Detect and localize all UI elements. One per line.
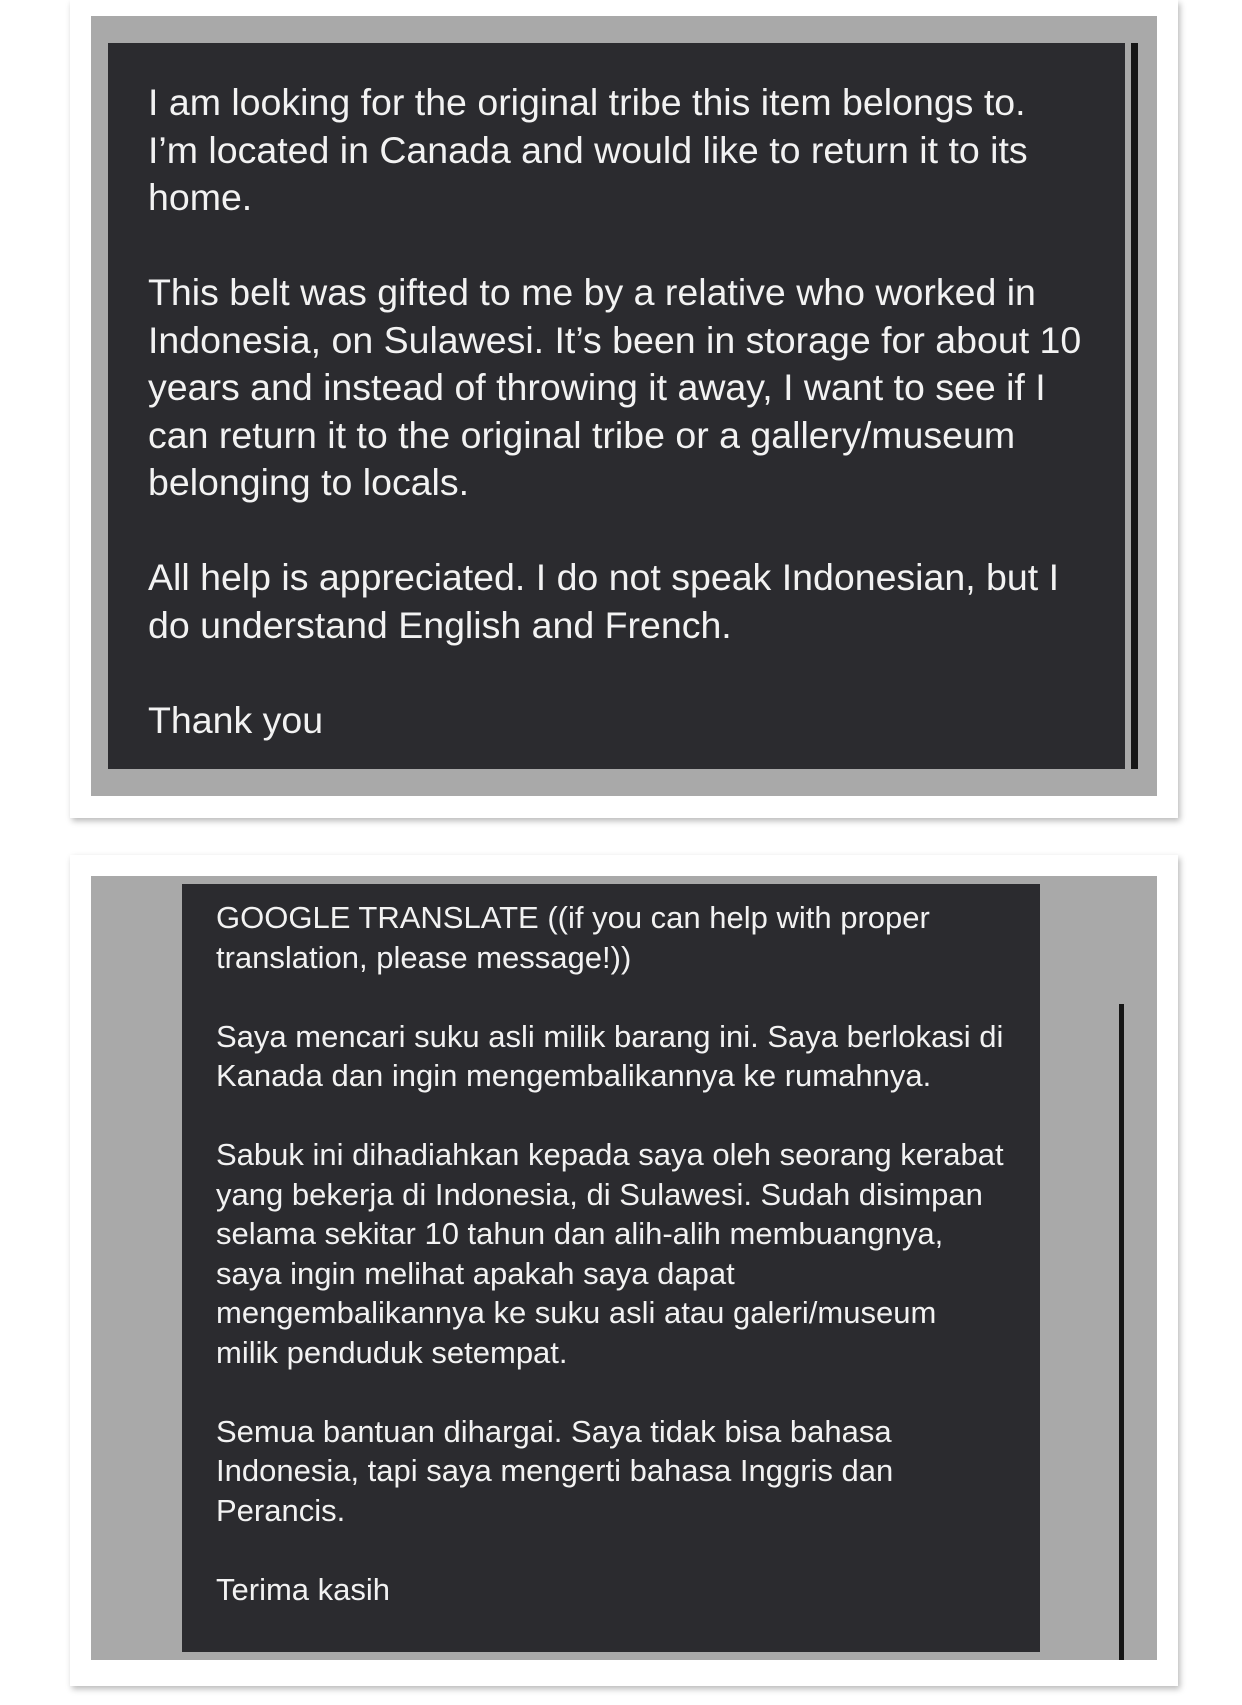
translation-paragraph: Terima kasih <box>216 1571 390 1607</box>
original-post-scrollbar[interactable] <box>1131 43 1138 769</box>
translation-paragraph: Sabuk ini dihadiahkan kepada saya oleh seorang kerabat yang bekerja di Indonesia, di Sulawesi. Sudah disimpan selama sekitar 10 tahun dan alih-alih membuangnya, saya ingin melihat apakah saya dapat mengembalikannya ke suku asli atau galeri/museum milik penduduk setempat. <box>216 1137 1004 1370</box>
translation-post-text-area[interactable] <box>182 884 1040 1652</box>
original-post-frame <box>91 16 1157 796</box>
original-paragraph: This belt was gifted to me by a relative who worked in Indonesia, on Sulawesi. It’s been in storage for about 10 years and instead of throwing it away, I want to see if I can return it to the original tribe or a gallery/museum belonging to locals. <box>148 271 1082 503</box>
translation-post-frame <box>91 876 1157 1660</box>
original-paragraph: I am looking for the original tribe this item belongs to. I’m located in Canada and would like to return it to its home. <box>148 81 1028 218</box>
original-paragraph: All help is appreciated. I do not speak Indonesian, but I do understand English and French. <box>148 556 1060 646</box>
original-post-card <box>70 0 1178 818</box>
original-post-text-area[interactable] <box>108 43 1125 769</box>
translation-paragraph: Saya mencari suku asli milik barang ini. Saya berlokasi di Kanada dan ingin mengembalikannya ke rumahnya. <box>216 1018 1004 1093</box>
translation-header: GOOGLE TRANSLATE ((if you can help with proper translation, please message!)) <box>216 900 930 975</box>
translation-post-scrollbar[interactable] <box>1119 1004 1124 1660</box>
original-paragraph: Thank you <box>148 698 324 741</box>
translation-paragraph: Semua bantuan dihargai. Saya tidak bisa bahasa Indonesia, tapi saya mengerti bahasa Inggris dan Perancis. <box>216 1413 894 1528</box>
translation-post-card <box>70 855 1178 1686</box>
